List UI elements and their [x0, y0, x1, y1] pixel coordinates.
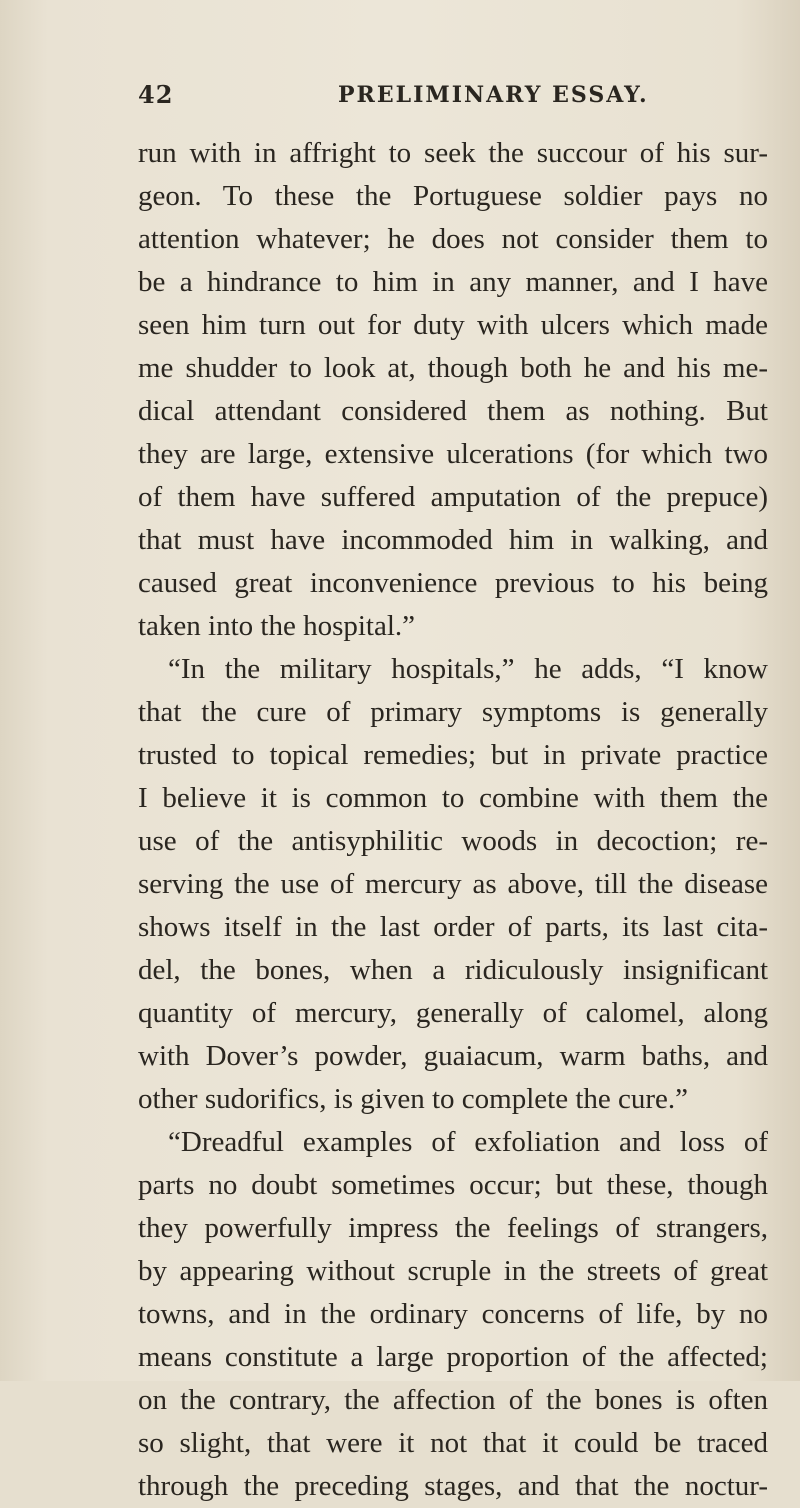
- text-line: means constitute a large proportion of the affected;: [138, 1341, 768, 1373]
- text-line: geon. To these the Portuguese soldier pays no: [138, 180, 768, 212]
- text-line: towns, and in the ordinary concerns of life, by no: [138, 1298, 768, 1330]
- text-line: me shudder to look at, though both he and his me-: [138, 352, 768, 384]
- text-line: caused great inconvenience previous to his being: [138, 567, 768, 599]
- text-line: on the contrary, the affection of the bones is often: [138, 1384, 768, 1416]
- text-line: other sudorifics, is given to complete the cure.”: [138, 1083, 689, 1115]
- text-line: they are large, extensive ulcerations (for which two: [138, 438, 768, 470]
- text-line: del, the bones, when a ridiculously insignificant: [138, 954, 768, 986]
- text-line: parts no doubt sometimes occur; but these, though: [138, 1169, 768, 1201]
- text-line: “In the military hospitals,” he adds, “I know: [168, 653, 768, 685]
- text-line: through the preceding stages, and that the noctur-: [138, 1470, 768, 1502]
- text-line: that the cure of primary symptoms is generally: [138, 696, 768, 728]
- text-line: shows itself in the last order of parts, its last cita-: [138, 911, 768, 943]
- text-line: trusted to topical remedies; but in private practice: [138, 739, 768, 771]
- text-line: by appearing without scruple in the streets of great: [138, 1255, 768, 1287]
- text-line: dical attendant considered them as nothing. But: [138, 395, 768, 427]
- text-line: that must have incommoded him in walking, and: [138, 524, 768, 556]
- text-line: I believe it is common to combine with them the: [138, 782, 768, 814]
- text-line: of them have suffered amputation of the prepuce): [138, 481, 768, 513]
- body-text: [138, 132, 768, 1508]
- text-line: they powerfully impress the feelings of strangers,: [138, 1212, 768, 1244]
- text-line: quantity of mercury, generally of calomel, along: [138, 997, 768, 1029]
- text-line: so slight, that were it not that it could be traced: [138, 1427, 768, 1459]
- text-line: with Dover’s powder, guaiacum, warm baths, and: [138, 1040, 768, 1072]
- text-line: seen him turn out for duty with ulcers which made: [138, 309, 768, 341]
- text-line: “Dreadful examples of exfoliation and loss of: [168, 1126, 768, 1158]
- text-line: run with in affright to seek the succour of his sur-: [138, 137, 768, 169]
- text-line: be a hindrance to him in any manner, and I have: [138, 266, 768, 298]
- text-line: use of the antisyphilitic woods in decoction; re-: [138, 825, 768, 857]
- page-header: [138, 80, 698, 120]
- page-number: 42: [138, 80, 174, 109]
- text-line: serving the use of mercury as above, till the disease: [138, 868, 768, 900]
- text-line: taken into the hospital.”: [138, 610, 416, 642]
- text-line: attention whatever; he does not consider them to: [138, 223, 768, 255]
- running-title: PRELIMINARY ESSAY.: [338, 82, 649, 108]
